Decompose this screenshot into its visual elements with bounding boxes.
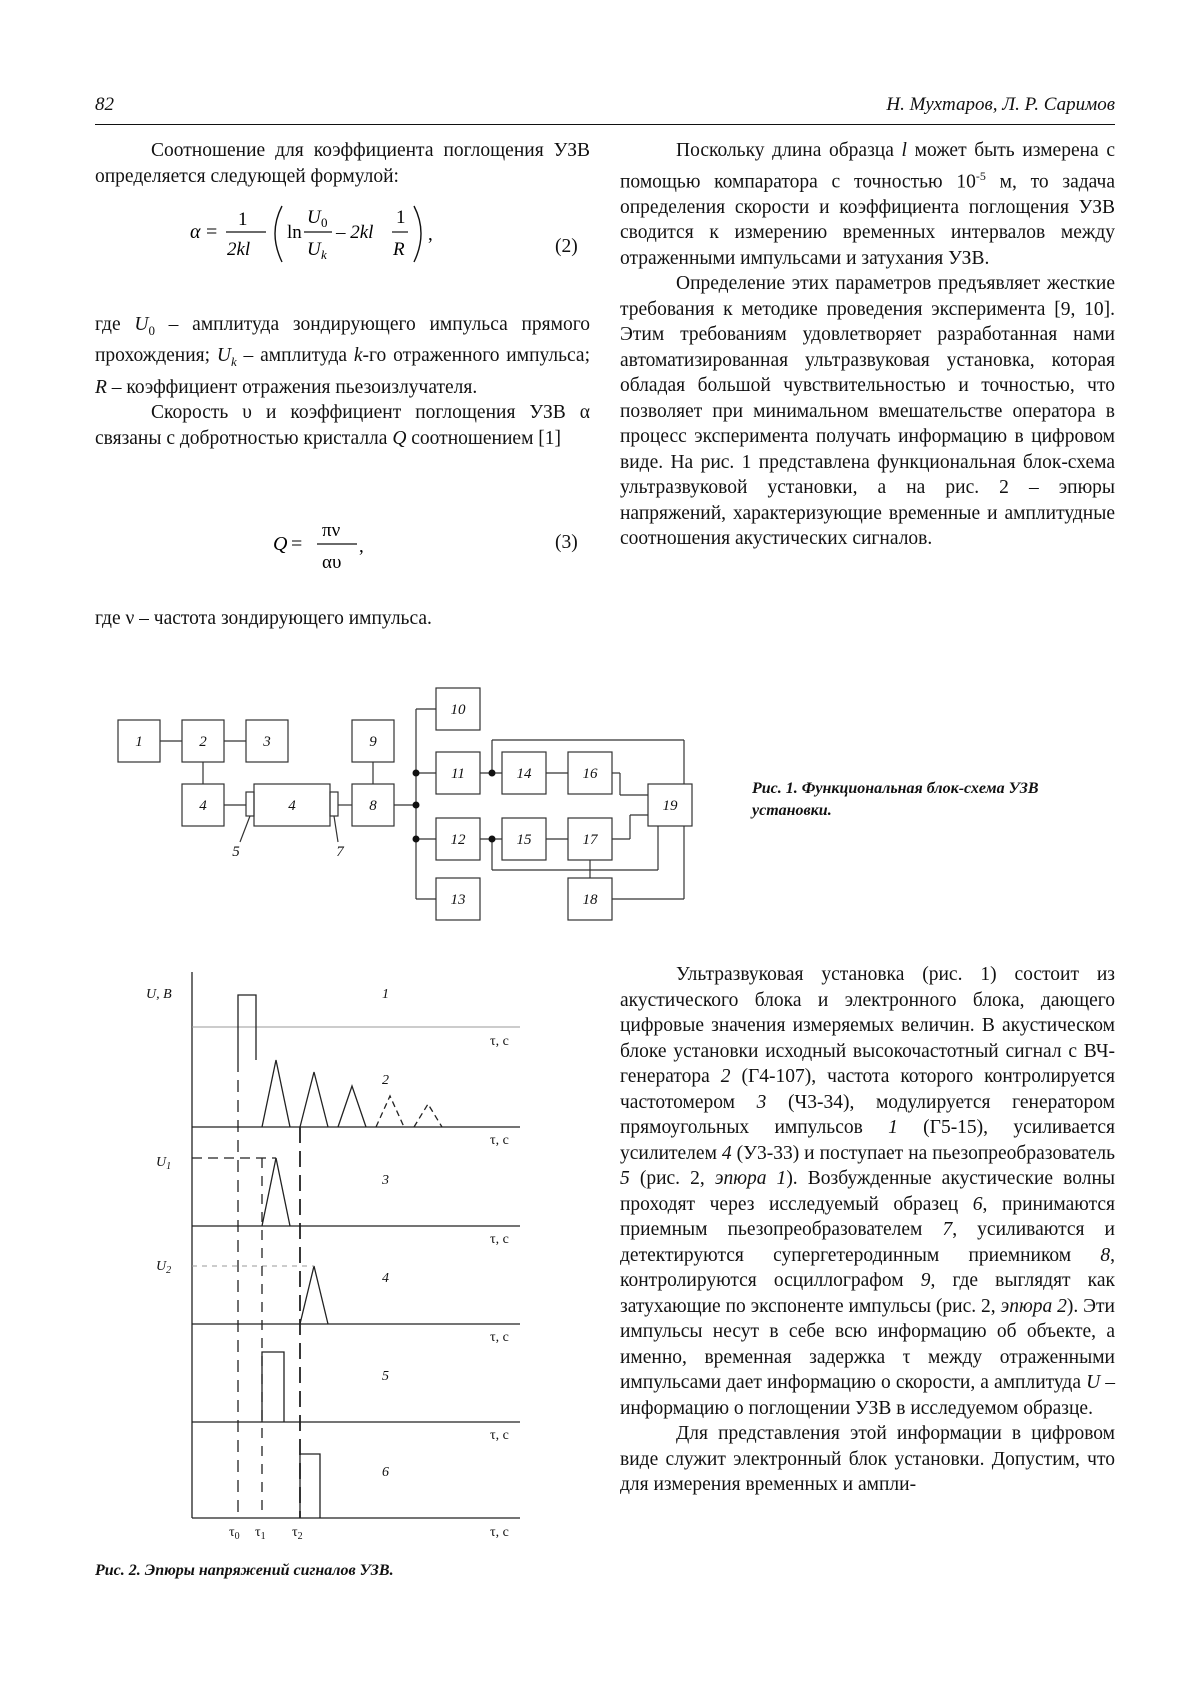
f2-alpha: α	[190, 221, 201, 243]
paragraph-requirements: Определение этих параметров предъявляет жесткие требования к методике проведения эксперимента [9, 10]. Этим требованиям удовлетворяет разработанная нами автоматизированная ультразвуковая установка, которая обладая большой чувствительностью и точностью, что позволяет при минимальном вмешательстве оператора в процесс эксперимента получать информацию в цифровом виде. На рис. 1 представлена функциональная блок-схема ультразвуковой установки, а на рис. 2 – эпюры напряжений, характеризующие временные и амплитудные соотношения акустических сигналов.	[620, 273, 1115, 549]
f2-paren-right	[414, 206, 421, 262]
transducer-5	[246, 792, 254, 816]
plot-6-number: 6	[382, 1465, 389, 1480]
block-18-label: 18	[582, 892, 598, 908]
right-column-bottom	[620, 962, 1115, 1498]
f2-ln: ln	[287, 222, 302, 243]
page-header	[95, 92, 1115, 125]
plot-2-peak-2	[300, 1072, 328, 1127]
f2-2kl: 2kl	[227, 239, 251, 260]
block-15-label: 15	[516, 832, 532, 848]
right-column	[620, 138, 1115, 552]
plot-3-peak	[262, 1158, 290, 1226]
block-8-label: 8	[369, 798, 377, 814]
block-4-sample-label: 4	[288, 798, 296, 814]
formula-3	[273, 516, 393, 578]
plot-6-pulse	[300, 1454, 320, 1518]
f3-eq: =	[291, 533, 303, 555]
block-13-label: 13	[450, 892, 466, 908]
formula-3-svg	[273, 516, 393, 578]
paragraph-velocity-quality: Скорость υ и коэффициент поглощения УЗВ α связаны с добротностью кристалла Q соотношением [1]	[95, 402, 590, 449]
f2-U0-sub: 0	[321, 215, 328, 230]
equation-number-2: (2)	[555, 236, 578, 257]
tau1-label: $\tau_1$	[255, 1525, 266, 1542]
left-column	[95, 138, 590, 189]
paragraph-frequency: где ν – частота зондирующего импульса.	[95, 608, 432, 629]
plot-4-axis-label: τ, с	[490, 1330, 509, 1345]
f2-eq: =	[206, 221, 218, 243]
block-2-label: 2	[199, 734, 207, 750]
block-19-label: 19	[662, 798, 678, 814]
plot-2-peak-3	[338, 1086, 366, 1127]
tau0-label: $\tau_0$	[229, 1525, 240, 1542]
plot-5-number: 5	[382, 1369, 389, 1384]
block-16-label: 16	[582, 766, 598, 782]
plot-2-axis-label: τ, с	[490, 1133, 509, 1148]
plot-4-number: 4	[382, 1271, 389, 1286]
block-9-label: 9	[369, 734, 377, 750]
plot-6-axis-label: τ, с	[490, 1525, 509, 1540]
block-3-label: 3	[263, 734, 271, 750]
f2-paren-left	[275, 206, 282, 262]
plot-5-axis-label: τ, с	[490, 1428, 509, 1443]
f2-one: 1	[238, 209, 248, 230]
paragraph-setup-description: Ультразвуковая установка (рис. 1) состоит из акустического блока и электронного блока, дающего цифровые значения измеряемых величин. В акустическом блоке установки исходный высокочастотный сигнал с ВЧ-генератора 2 (Г4-107), частота которого контролируется частотомером 3 (Ч3-34), модулируется генератором прямоугольных импульсов 1 (Г5-15), усиливается усилителем 4 (У3-33) и поступает на пьезопреобразователь 5 (рис. 2, эпюра 1). Возбужденные акустические волны проходят через исследуемый образец 6, принимаются приемным пьезопреобразователем 7, усиливаются и детектируются супергетеродинным приемником 8, контролируются осциллографом 9, где выглядят как затухающие по экспоненте импульсы (рис. 2, эпюра 2). Эти импульсы несут в себе всю информацию об объекте, а именно, временная задержка τ между отраженными импульсами дает информацию о скорости, а амплитуда U – информацию о поглощении УЗВ в исследуемом образце.	[620, 964, 1116, 1419]
f3-comma: ,	[359, 536, 364, 557]
transducer-5-label: 5	[232, 844, 240, 860]
tau2-label: $\tau_2$	[292, 1525, 303, 1542]
block-11-label: 11	[451, 766, 465, 782]
block-4-amplifier-label: 4	[199, 798, 207, 814]
plot-4-peak	[300, 1266, 328, 1324]
plot-2-peak-5	[414, 1104, 442, 1127]
plot-3-axis-label: τ, с	[490, 1232, 509, 1247]
f2-U0: U	[307, 207, 321, 228]
f3-denominator: αυ	[322, 552, 342, 573]
f3-Q: Q	[273, 533, 288, 555]
page-number: 82	[95, 94, 114, 115]
f2-minus-2kl: – 2kl	[336, 222, 374, 243]
plot-1-axis-label: τ, с	[490, 1034, 509, 1049]
formula-2-svg	[190, 200, 450, 268]
block-14-label: 14	[516, 766, 532, 782]
plot-5-pulse	[262, 1352, 284, 1422]
authors: Н. Мухтаров, Л. Р. Саримов	[886, 94, 1115, 115]
plot-3-number: 3	[382, 1173, 389, 1188]
plot-2-peak-1	[262, 1060, 290, 1127]
block-17-label: 17	[582, 832, 598, 848]
f2-R: R	[393, 239, 405, 260]
block-12-label: 12	[450, 832, 466, 848]
f3-numerator: πν	[322, 520, 341, 541]
block-10-label: 10	[450, 702, 466, 718]
f2-Uk-sub: k	[321, 247, 327, 262]
formula-2	[190, 200, 450, 268]
block-1-label: 1	[135, 734, 143, 750]
plot-2-peak-4	[376, 1096, 404, 1127]
figure-2-caption: Рис. 2. Эпюры напряжений сигналов УЗВ.	[95, 1562, 394, 1579]
transducer-7	[330, 792, 338, 816]
f2-one-2: 1	[396, 207, 406, 228]
transducer-7-label: 7	[336, 844, 344, 860]
equation-number-3: (3)	[555, 532, 578, 553]
paragraph-sample-length: Поскольку длина образца l может быть измерена с помощью компаратора с точностью $10^{-5}$ м, то задача определения скорости и коэффициента поглощения УЗВ сводится к измерению временных интервалов между отраженными импульсами и затухания УЗВ.	[620, 140, 1115, 269]
f2-comma: ,	[428, 224, 433, 245]
paragraph-where-definitions: где $U_0$ – амплитуда зондирующего импульса прямого прохождения; $U_k$ – амплитуда k-го отраженного импульса; R – коэффициент отражения пьезоизлучателя.	[95, 314, 590, 398]
left-column-part-3	[95, 606, 590, 632]
left-column-part-2	[95, 312, 590, 451]
U1-label: $U_1$	[156, 1155, 172, 1172]
U2-label: $U_2$	[156, 1259, 172, 1276]
paragraph-electronic-block: Для представления этой информации в цифровом виде служит электронный блок установки. Допустим, что для измерения временных и ампли-	[620, 1423, 1115, 1495]
plot-2-number: 2	[382, 1073, 389, 1088]
paragraph-intro-formula-2: Соотношение для коэффициента поглощения УЗВ определяется следующей формулой:	[95, 140, 590, 187]
figure-2-voltage-plots	[0, 960, 560, 1560]
y-axis-label: U, В	[146, 987, 172, 1002]
plot-1-number: 1	[382, 987, 389, 1002]
f2-Uk: U	[307, 239, 321, 260]
figure-1-caption: Рис. 1. Функциональная блок-схема УЗВ установки.	[752, 780, 1039, 819]
